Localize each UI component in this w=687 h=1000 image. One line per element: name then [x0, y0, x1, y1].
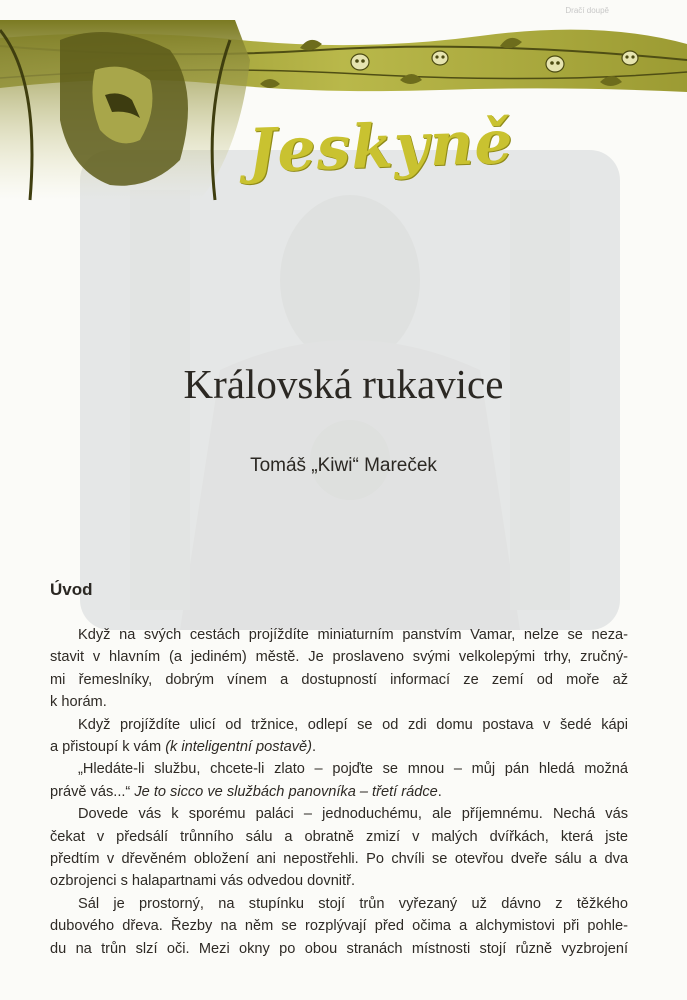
author-name: Tomáš „Kiwi“ Mareček [250, 455, 437, 476]
italic-note: Je to sicco ve službách panovníka – třetí rádce [134, 783, 438, 800]
italic-note: (k inteligentní postavě) [165, 739, 313, 756]
paragraph [50, 758, 628, 803]
text-line: stavit v hlavním (a jediném) městě. Je proslaveno svými velkolepými trhy, zručný- [50, 649, 628, 666]
text-line: du na trůn slzí oči. Mezi okny po obou stranách místnosti stojí různě vyzbrojení [50, 940, 628, 957]
article-title: Královská rukavice [183, 361, 504, 407]
text-line [50, 736, 628, 758]
paragraph [50, 803, 628, 893]
text-fragment: a přistoupí k vám [50, 739, 162, 756]
body-text [50, 624, 628, 960]
punctuation: . [437, 783, 442, 800]
text-line: dubového dřeva. Řezby na něm se rozplývají před očima a alchymistovi při pohle- [50, 918, 628, 935]
text-fragment: právě vás...“ [50, 783, 131, 800]
text-line: „Hledáte-li službu, chcete-li zlato – pojďte se mnou – můj pán hledá možná [78, 761, 628, 778]
paragraph [50, 714, 628, 759]
text-line: čekat v předsálí trůnního sálu a obratně zmizí v malých dvířkách, která jste [50, 828, 628, 845]
text-line: k horám. [50, 694, 107, 711]
text-line: Když projíždíte ulicí od tržnice, odlepí se od zdi domu postava v šedé kápi [78, 716, 628, 733]
text-line: mi řemeslníky, dobrým vínem a dostupností informací ze zemí od moře až [50, 671, 628, 688]
text-line: Když na svých cestách projíždíte miniaturním panstvím Vamar, nelze se neza- [78, 627, 628, 643]
text-line [50, 781, 628, 803]
paragraph [50, 624, 628, 714]
section-heading: Úvod [50, 580, 93, 599]
running-head: Dračí doupě [565, 6, 609, 15]
section-title: Jeskyně [246, 107, 515, 187]
text-line: Sál je prostorný, na stupínku stojí trůn vyřezaný už dávno z těžkého [78, 895, 628, 912]
punctuation: . [312, 739, 317, 756]
text-line: Dovede vás k sporému paláci – jednoduchému, ale příjemnému. Nechá vás [78, 806, 628, 823]
text-line: předtím v dřevěném obložení ani nepostřehli. Po chvíli se otevřou dveře sálu a dva [50, 851, 628, 868]
text-line: ozbrojenci s halapartnami vás odvedou dovnitř. [50, 873, 356, 890]
paragraph [50, 893, 628, 960]
